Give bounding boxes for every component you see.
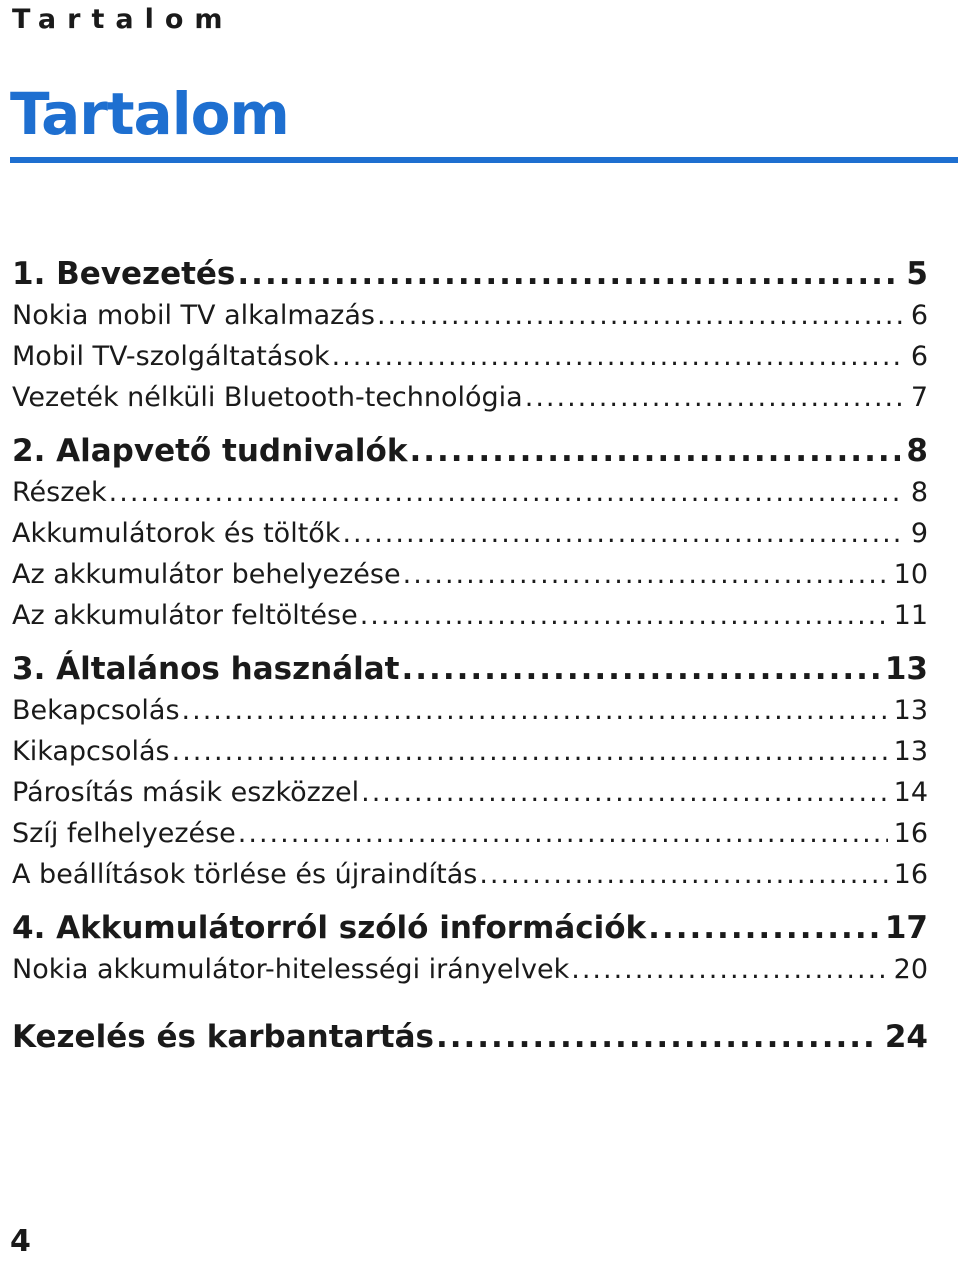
toc-item-page: 20	[893, 954, 928, 985]
toc-item[interactable]	[12, 513, 928, 554]
leader-dots	[479, 854, 887, 895]
toc-item-label: Részek	[12, 477, 107, 508]
toc-item-page: 16	[893, 818, 928, 849]
leader-dots	[237, 253, 900, 295]
leader-dots	[332, 336, 905, 377]
toc-item-page: 7	[910, 382, 928, 413]
toc-item-label: Nokia mobil TV alkalmazás	[12, 300, 375, 331]
leader-dots	[361, 772, 888, 813]
leader-dots	[109, 472, 905, 513]
toc-heading-page: 24	[884, 1019, 928, 1055]
leader-dots	[182, 690, 888, 731]
section-gap	[12, 895, 928, 907]
leader-dots	[409, 430, 900, 472]
page-number: 4	[10, 1224, 31, 1259]
toc-item[interactable]	[12, 813, 928, 854]
toc-item-label: Kikapcsolás	[12, 736, 170, 767]
toc-item[interactable]	[12, 295, 928, 336]
toc-item-label: Az akkumulátor behelyezése	[12, 559, 401, 590]
leader-dots	[172, 731, 888, 772]
toc-heading-label: Kezelés és karbantartás	[12, 1019, 434, 1055]
toc-item-label: Bekapcsolás	[12, 695, 180, 726]
toc-item-page: 9	[910, 518, 928, 549]
toc-item[interactable]	[12, 554, 928, 595]
toc-section-2	[12, 430, 928, 636]
leader-dots	[402, 648, 879, 690]
title-rule	[10, 157, 958, 163]
leader-dots	[377, 295, 905, 336]
leader-dots	[525, 377, 905, 418]
leader-dots	[648, 907, 879, 949]
toc-item-label: Szíj felhelyezése	[12, 818, 236, 849]
leader-dots	[360, 595, 888, 636]
section-gap	[12, 636, 928, 648]
toc-item[interactable]	[12, 854, 928, 895]
toc-heading-label: 2. Alapvető tudnivalók	[12, 433, 408, 469]
toc-item[interactable]	[12, 690, 928, 731]
toc-item[interactable]	[12, 472, 928, 513]
toc-heading-page: 13	[884, 651, 928, 687]
toc-heading[interactable]	[12, 907, 928, 949]
toc-item[interactable]	[12, 949, 928, 990]
toc-item-page: 11	[893, 600, 928, 631]
table-of-contents	[12, 253, 928, 1058]
toc-heading-label: 3. Általános használat	[12, 651, 400, 687]
toc-item-label: Vezeték nélküli Bluetooth-technológia	[12, 382, 523, 413]
toc-item-label: A beállítások törlése és újraindítás	[12, 859, 478, 890]
toc-section-5	[12, 1016, 928, 1058]
toc-item[interactable]	[12, 595, 928, 636]
running-head: Tartalom	[12, 4, 234, 35]
leader-dots	[436, 1016, 879, 1058]
toc-heading-page: 5	[906, 256, 928, 292]
toc-heading[interactable]	[12, 648, 928, 690]
toc-heading[interactable]	[12, 430, 928, 472]
section-gap	[12, 990, 928, 1016]
toc-item[interactable]	[12, 377, 928, 418]
leader-dots	[238, 813, 888, 854]
leader-dots	[403, 554, 888, 595]
toc-heading[interactable]	[12, 1016, 928, 1058]
leader-dots	[342, 513, 904, 554]
toc-item-page: 6	[910, 341, 928, 372]
page-title: Tartalom	[10, 80, 289, 148]
toc-item-label: Párosítás másik eszközzel	[12, 777, 360, 808]
toc-section-1	[12, 253, 928, 418]
toc-item-label: Mobil TV-szolgáltatások	[12, 341, 330, 372]
toc-item-page: 10	[893, 559, 928, 590]
toc-item-label: Az akkumulátor feltöltése	[12, 600, 358, 631]
toc-item-page: 16	[893, 859, 928, 890]
toc-item[interactable]	[12, 731, 928, 772]
toc-item-page: 13	[893, 736, 928, 767]
toc-heading-label: 1. Bevezetés	[12, 256, 236, 292]
toc-item-label: Akkumulátorok és töltők	[12, 518, 341, 549]
toc-item-page: 13	[893, 695, 928, 726]
section-gap	[12, 418, 928, 430]
toc-heading-page: 17	[884, 910, 928, 946]
toc-heading[interactable]	[12, 253, 928, 295]
toc-item-page: 8	[910, 477, 928, 508]
toc-item[interactable]	[12, 336, 928, 377]
toc-item-page: 6	[910, 300, 928, 331]
toc-item-page: 14	[893, 777, 928, 808]
toc-section-3	[12, 648, 928, 895]
toc-item[interactable]	[12, 772, 928, 813]
toc-heading-label: 4. Akkumulátorról szóló információk	[12, 910, 647, 946]
toc-heading-page: 8	[906, 433, 928, 469]
toc-item-label: Nokia akkumulátor-hitelességi irányelvek	[12, 954, 570, 985]
toc-section-4	[12, 907, 928, 990]
leader-dots	[571, 949, 887, 990]
